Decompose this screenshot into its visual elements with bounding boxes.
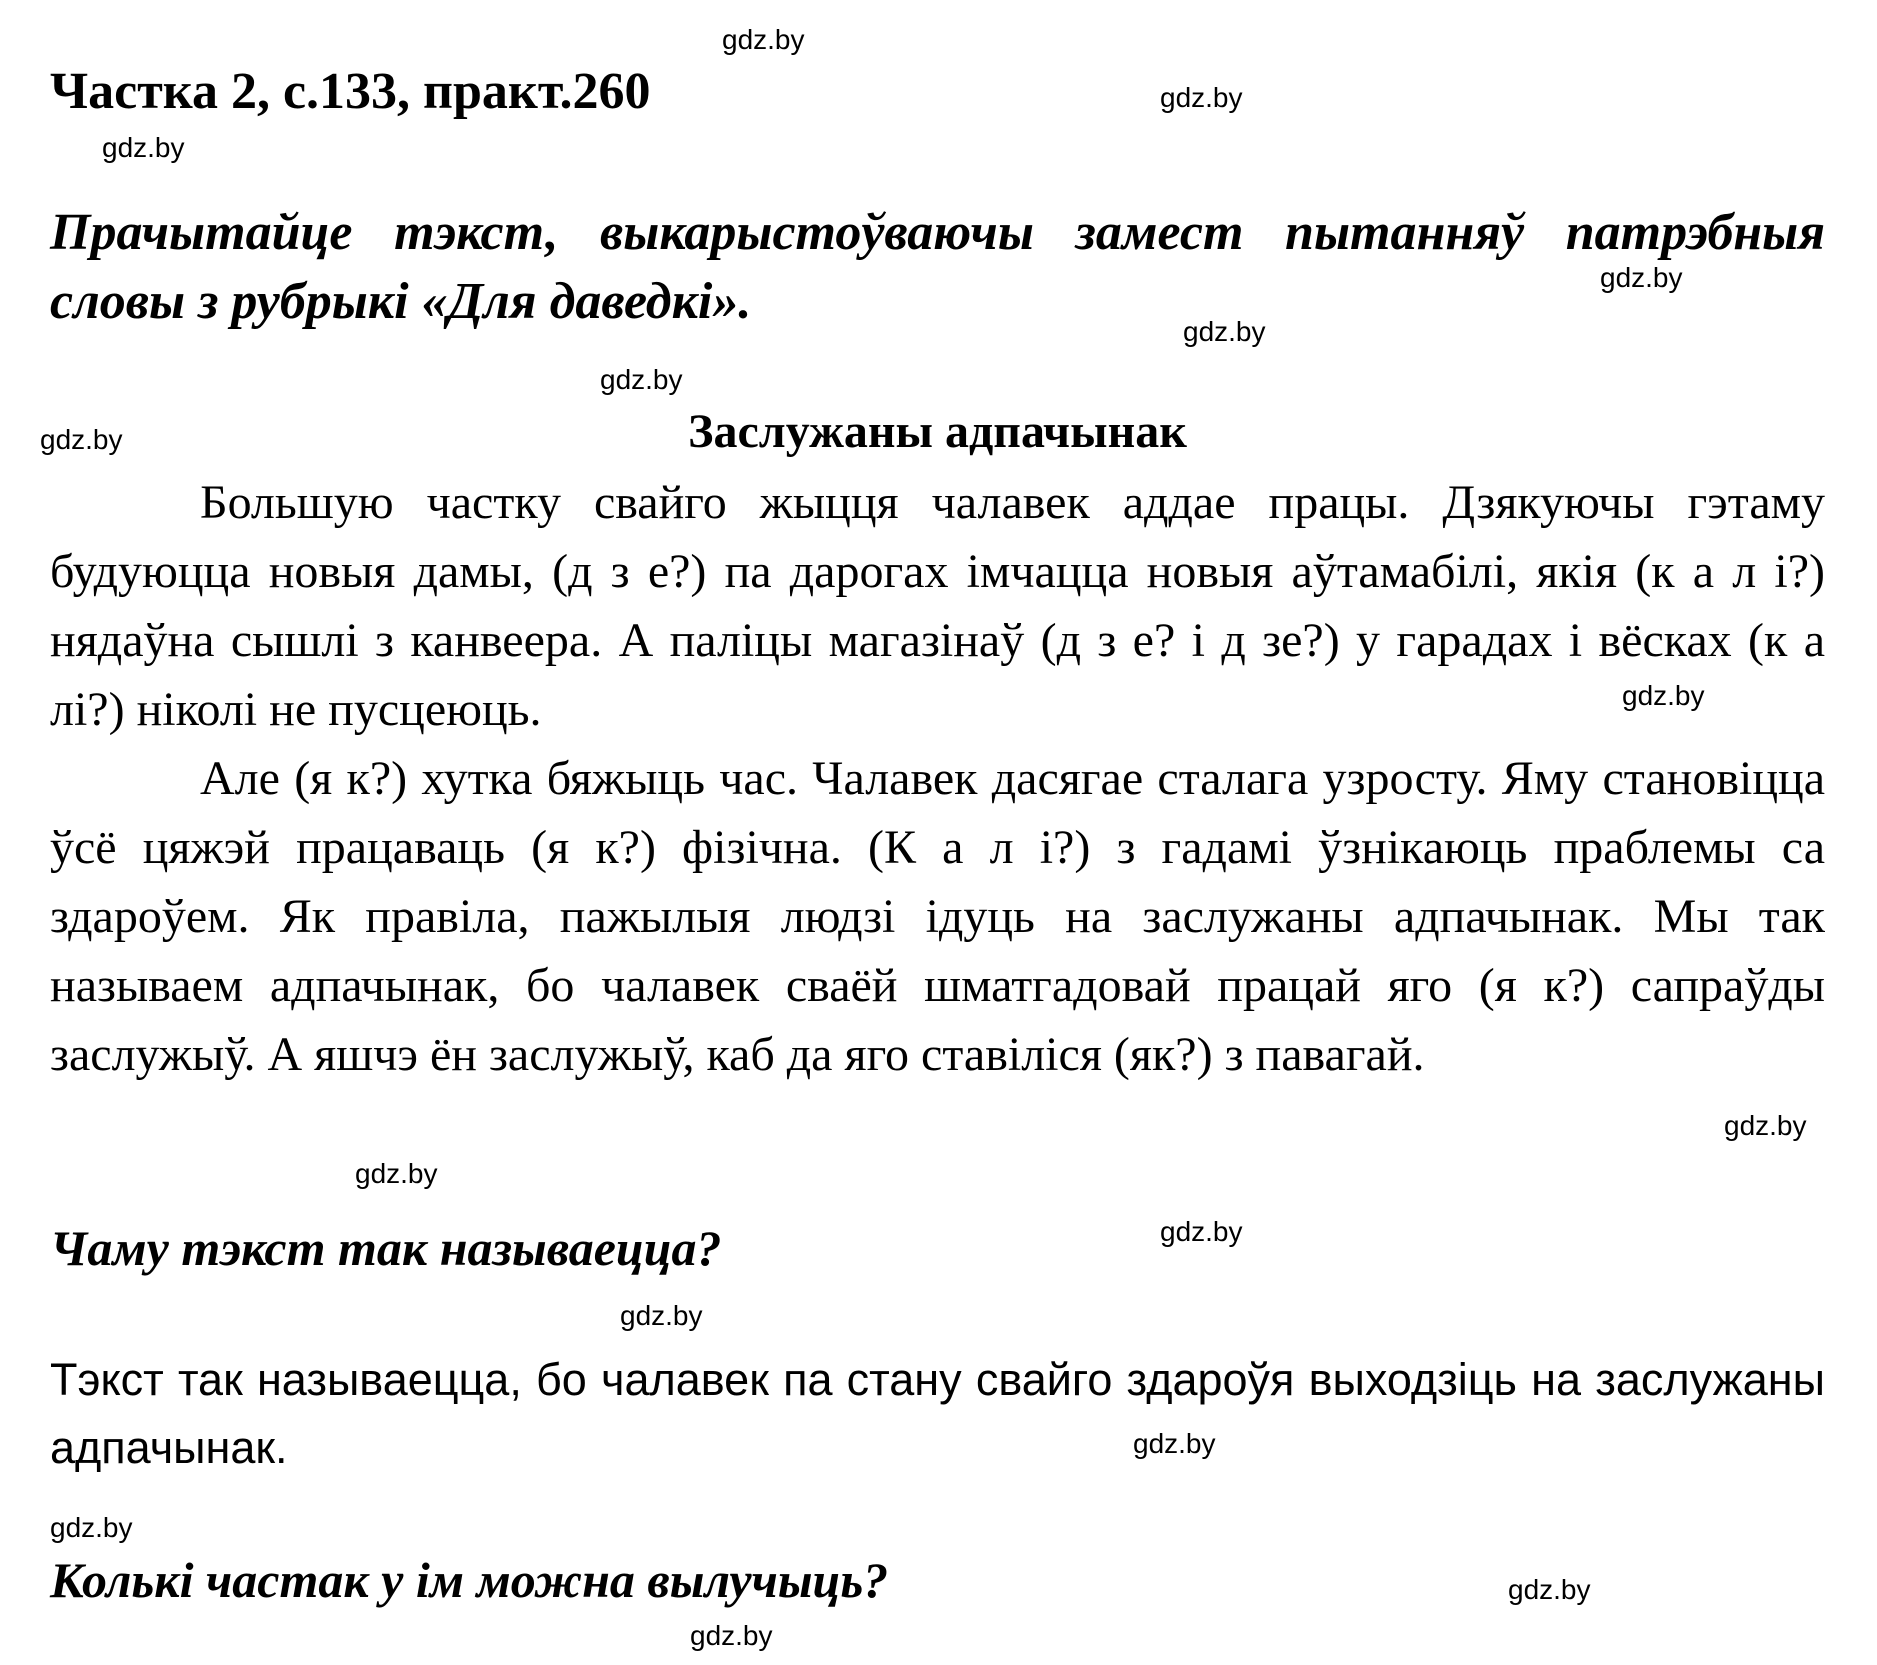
story-paragraph: Але (я к?) хутка бяжыць час. Чалавек дасягае сталага узросту. Яму становіцца ўсё цяжэй працаваць (я к?) фізічна. (К а л і?) з гадамі ўзнікаюць праблемы са здароўем. Як правіла, пажылыя людзі ідуць на заслужаны адпачынак. Мы так называем адпачынак, бо чалавек сваёй шматгадовай працай яго (я к?) сапраўды заслужыў. А яшчэ ён заслужыў, каб да яго ставіліся (як?) з павагай. xyxy=(50,752,1825,1081)
watermark: gdz.by xyxy=(1160,82,1243,113)
watermark: gdz.by xyxy=(50,1512,133,1543)
watermark: gdz.by xyxy=(102,132,185,163)
answer-1: Тэкст так называецца, бо чалавек па стану свайго здароўя выходзіць на заслужаны адпачынак. xyxy=(50,1354,1825,1473)
story-title: Заслужаны адпачынак xyxy=(688,405,1187,458)
watermark: gdz.by xyxy=(722,24,805,55)
task-instruction: Прачытайце тэкст, выкарыстоўваючы замест пытанняў патрэбныя словы з рубрыкі «Для даведкі». xyxy=(50,204,1825,330)
watermark: gdz.by xyxy=(1724,1110,1807,1141)
watermark: gdz.by xyxy=(600,364,683,395)
watermark: gdz.by xyxy=(1508,1574,1591,1605)
watermark: gdz.by xyxy=(355,1158,438,1189)
question-2: Колькі частак у ім можна вылучыць? xyxy=(50,1552,889,1608)
watermark: gdz.by xyxy=(620,1300,703,1331)
question-1: Чаму тэкст так называецца? xyxy=(50,1220,722,1276)
story-paragraph: Большую частку свайго жыцця чалавек аддае працы. Дзякуючы гэтаму будуюцца новыя дамы, (д з е?) па дарогах імчацца новыя аўтамабілі, якія (к а л і?) нядаўна сышлі з канвеера. А паліцы магазінаў (д з е? і д зе?) у гарадах і вёсках (к а лі?) ніколі не пусцеюць. xyxy=(50,476,1825,736)
watermark: gdz.by xyxy=(1183,316,1266,347)
watermark: gdz.by xyxy=(1600,262,1683,293)
watermark: gdz.by xyxy=(1160,1216,1243,1247)
watermark: gdz.by xyxy=(1133,1428,1216,1459)
watermark: gdz.by xyxy=(40,424,123,455)
watermark: gdz.by xyxy=(1622,680,1705,711)
page-heading: Частка 2, с.133, практ.260 xyxy=(50,63,651,120)
story-text xyxy=(50,468,1825,1089)
watermark: gdz.by xyxy=(690,1620,773,1651)
